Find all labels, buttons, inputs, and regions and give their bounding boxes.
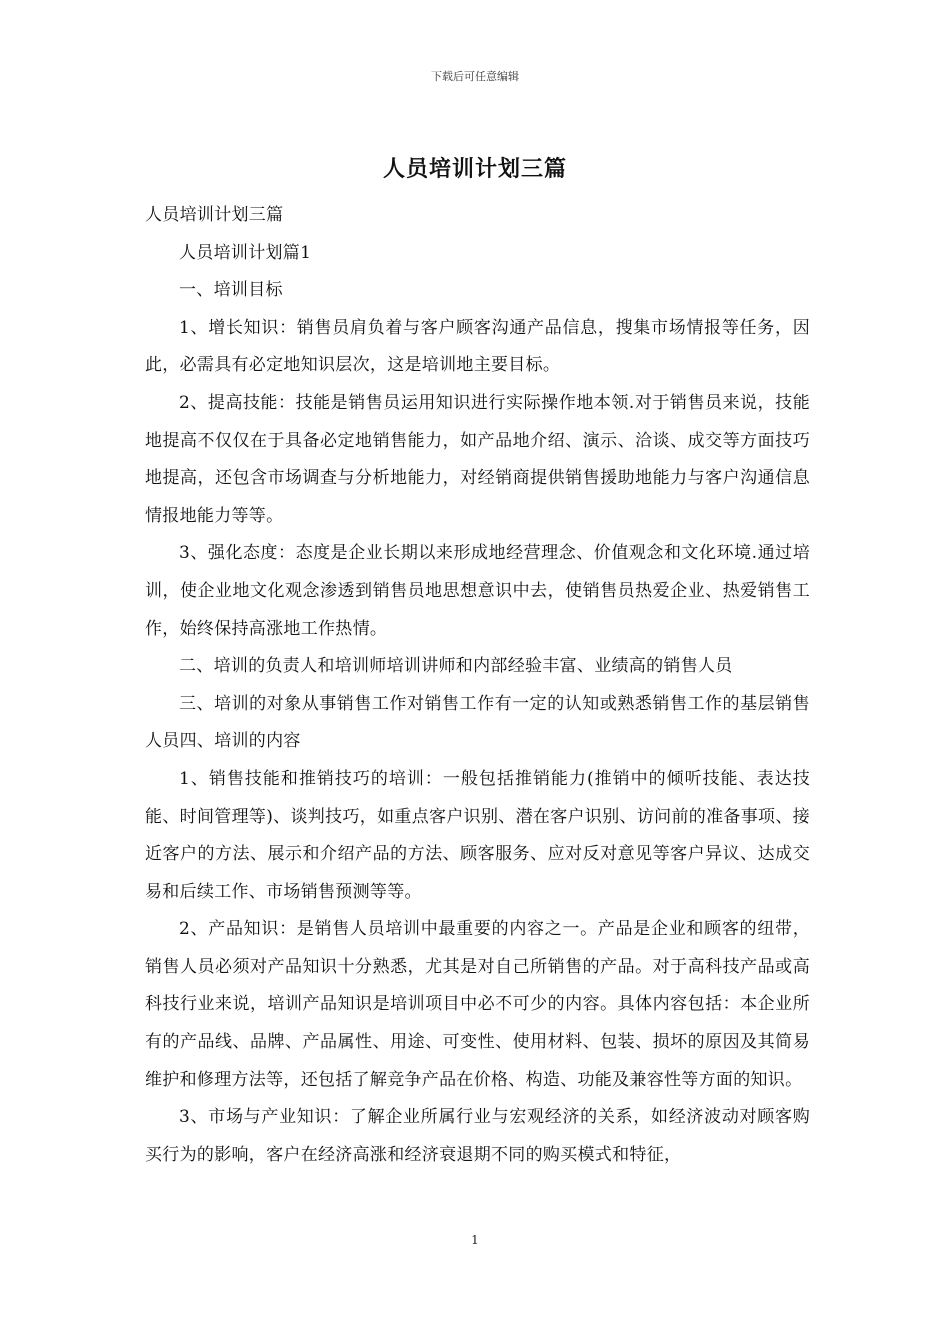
paragraph-sales-skills: 1、销售技能和推销技巧的培训：一般包括推销能力(推销中的倾听技能、表达技能、时间管理等)、谈判技巧，如重点客户识别、潜在客户识别、访问前的准备事项、接近客户的方法、展示和介绍产品的方法、顾客服务、应对反对意见等客户异议、达成交易和后续工作、市场销售预测等等。 bbox=[145, 768, 810, 902]
paragraph-skills: 2、提高技能：技能是销售员运用知识进行实际操作地本领.对于销售员来说，技能地提高不仅仅在于具备必定地销售能力，如产品地介绍、演示、洽谈、成交等方面技巧地提高，还包含市场调查与分析地能力，对经销商提供销售援助地能力与客户沟通信息情报地能力等等。 bbox=[145, 392, 810, 526]
paragraph-product-knowledge: 2、产品知识：是销售人员培训中最重要的内容之一。产品是企业和顾客的纽带，销售人员必须对产品知识十分熟悉，尤其是对自己所销售的产品。对于高科技产品或高科技行业来说，培训产品知识是培训项目中必不可少的内容。具体内容包括：本企业所有的产品线、品牌、产品属性、用途、可变性、使用材料、包装、损坏的原因及其简易维护和修理方法等，还包括了解竞争产品在价格、构造、功能及兼容性等方面的知识。 bbox=[145, 919, 810, 1090]
paragraph-knowledge: 1、增长知识：销售员肩负着与客户顾客沟通产品信息，搜集市场情报等任务，因此，必需具有必定地知识层次，这是培训地主要目标。 bbox=[145, 317, 810, 376]
paragraph-trainers: 二、培训的负责人和培训师培训讲师和内部经验丰富、业绩高的销售人员 bbox=[179, 656, 733, 677]
page-number: 1 bbox=[471, 1233, 479, 1247]
document-title: 人员培训计划三篇 bbox=[382, 156, 567, 182]
document-body bbox=[145, 197, 810, 1174]
paragraph-attitude: 3、强化态度：态度是企业长期以来形成地经营理念、价值观念和文化环境.通过培训，使企业地文化观念渗透到销售员地思想意识中去，使销售员热爱企业、热爱销售工作，始终保持高涨地工作热情。 bbox=[145, 543, 810, 639]
paragraph-heading-goals: 一、培训目标 bbox=[179, 280, 283, 301]
paragraph-market-knowledge: 3、市场与产业知识：了解企业所属行业与宏观经济的关系，如经济波动对顾客购买行为的影响，客户在经济高涨和经济衰退期不同的购买模式和特征， bbox=[145, 1107, 810, 1165]
paragraph-section-heading: 人员培训计划篇1 bbox=[179, 242, 312, 263]
paragraph-trainees: 三、培训的对象从事销售工作对销售工作有一定的认知或熟悉销售工作的基层销售人员四、培训的内容 bbox=[145, 693, 810, 752]
page-header-note: 下载后可任意编辑 bbox=[431, 70, 519, 83]
paragraph-subtitle: 人员培训计划三篇 bbox=[145, 205, 284, 225]
